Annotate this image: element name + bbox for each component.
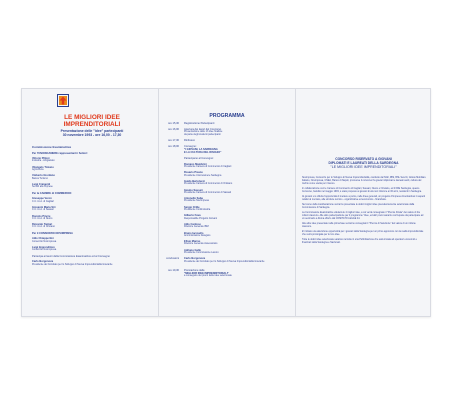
- event-title-line1: LE MIGLIORI IDEE: [64, 114, 120, 121]
- member-role: C.C.I.A.A. di Oristano: [32, 225, 55, 229]
- speakers-label: Partecipano al Convegno:: [184, 157, 214, 161]
- speaker-name: Rosario Pisano: [184, 171, 203, 175]
- program-schedule: [165, 122, 291, 278]
- schedule-text: Presentazione delle 13 idee finaliste: [184, 129, 223, 133]
- speaker-name: Gilberto Fava: [184, 214, 201, 218]
- speaker-role: Presidente Commissione Lavoro: [184, 251, 219, 255]
- speaker-role: Direttore Generale IBM: [184, 225, 209, 229]
- member-role: C.C.I.A.A. di Sassari: [32, 208, 54, 212]
- schedule-time: conclusioni: [166, 257, 179, 261]
- event-date: 30 novembre 1993 - ore 16,00 - 17,30: [62, 132, 122, 137]
- schedule-time: ore 16,00: [168, 127, 179, 131]
- paragraph: Novimpresa, Consorzio per lo Sviluppo di Nuova Imprenditorialità, costituito da INAF, IBM, BNL Servizi, Istituto Mobiliare Italiano, Novimpresa, CNEA, Banco di Napoli, promuove il concorso fra giovani diplomati e laureati sardi, cultura del rischio come scelta per il lavoro.: [302, 177, 426, 185]
- speaker-role: Responsabile Progetto Giovani: [184, 216, 217, 220]
- speaker-name: Sergio Ortile: [184, 205, 200, 209]
- member-name: Umberto Giordano: [32, 174, 55, 178]
- member-name: Luigi Imprenditore: [32, 246, 55, 250]
- member-role: Agricoltura: [32, 168, 44, 172]
- contest-heading: DIPLOMATI E LAUREATI DELLA SARDEGNA: [328, 161, 399, 166]
- member-role: Banca Turismo: [32, 176, 48, 180]
- contest-heading: CONCORSO RISERVATO A GIOVANI: [335, 157, 392, 161]
- member-name: Riccardo Tantari: [32, 223, 53, 227]
- member-role: Industria - Artigianato: [32, 159, 55, 163]
- schedule-text: Registrazione Partecipanti: [184, 122, 215, 125]
- arrow-logo-icon: [57, 94, 69, 107]
- schedule-row: [165, 145, 291, 255]
- paragraph: Nel corso della manifestazione verranno presentate le dodici migliori idee precedentemente selezionate dalla Commissione di Sardegna.: [302, 204, 415, 209]
- speaker-role: Presidente Unioncamere Sardegna: [184, 173, 222, 177]
- schedule-text: da parte degli studenti partecipanti: [184, 132, 221, 136]
- schedule-text: Premiazione delle: [184, 268, 205, 272]
- commission-heading: Commissione Esaminatrice: [32, 145, 72, 149]
- program-heading: PROGRAMMA: [209, 113, 245, 119]
- panel-middle: [158, 89, 295, 316]
- consortium-heading: Per il CONSORZIO NOVIMPRESA: [32, 231, 73, 235]
- closing-role: Presidente del Comitato per lo Sviluppo di Nuova Imprenditorialità Giovanile: [32, 262, 113, 266]
- member-role: C.C.I.A.A. di Cagliari: [32, 199, 54, 203]
- member-role: C.C.I.A.A. di Nuoro: [32, 216, 53, 220]
- speaker-name: Aldo Cardoso: [184, 223, 202, 226]
- schedule-row: [165, 269, 291, 278]
- commission-list: [32, 145, 152, 267]
- speaker-role: Presidente Camera di Commercio di Oristano: [184, 182, 233, 186]
- speaker-role: Amministratore Delegato: [184, 233, 211, 237]
- event-subtitle: Presentazione delle "idee" partecipanti: [60, 128, 124, 133]
- schedule-time: ore 18,00: [168, 144, 179, 148]
- convegno-title: "I GIOVANI, LA SARDEGNA: [184, 148, 218, 152]
- speaker-name: Gavino Sassari: [184, 188, 203, 192]
- paragraph: E' iniziato una attenzione opportunità per i giovani della Sardegna per un primo approccio con la realtà imprenditoriale che verrà prolungata per le loro idee.: [302, 231, 424, 236]
- convegno-title: E LA CULTURA DEL RISCHIO": [184, 151, 222, 155]
- schedule-text: "MIGLIORI IDEE IMPRENDITORIALI": [184, 271, 229, 275]
- paragraph: Alle altre idee presentate nella prima fase verranno consegnati il "Premio di Selezione" del valore di un milione ciascuno.: [302, 223, 416, 228]
- member-role: Consorzio Novimpresa: [32, 239, 57, 243]
- event-title-block: [42, 115, 142, 137]
- panel-left: [22, 89, 157, 316]
- contest-description: [302, 177, 426, 247]
- speaker-role: Presidente Novimpresa: [184, 199, 209, 203]
- member-name: Giovanni Maria Siri: [32, 205, 56, 209]
- paragraph: Tutte le dodici idee selezionate saranno raccolte in una Pubblicazione che sarà inviata ad operatori economici e finanziari della Sardegna e Nazionali.: [302, 239, 417, 245]
- schedule-row: [165, 139, 291, 142]
- panel-right: [295, 89, 431, 316]
- closing-name: Carlo Borgonova: [32, 260, 54, 264]
- member-name: Luigi Craigenti: [32, 183, 51, 187]
- speaker-name: Adriano Gallo: [184, 248, 202, 252]
- schedule-text: Rinfresco: [184, 139, 195, 143]
- member-role: Consorzio Novimpresa: [32, 248, 57, 252]
- conclusion-role: Presidente del Comitato per lo Sviluppo di Nuova Imprenditorialità Giovanile: [184, 259, 265, 263]
- member-name: Vitangelo Tizzano: [32, 165, 54, 169]
- member-name: Aldo Chiappertini: [32, 237, 54, 241]
- closing-heading: Partecipa ai lavori della Commissione Esaminatrice ed al Convegno: [32, 254, 110, 258]
- event-title-line2: IMPRENDITORIALI: [63, 120, 121, 128]
- member-name: Vittorio Pilloni: [32, 157, 50, 161]
- contest-quote: "LE MIGLIORI IDEE IMPRENDITORIALI": [330, 165, 397, 170]
- schedule-time: ore 19,30: [168, 268, 179, 272]
- speaker-role: Presidente Confindustria: [184, 207, 211, 211]
- member-name: Romolo Pinzru: [32, 214, 51, 218]
- chambers-heading: Per la CAMERE di COMMERCIO:: [32, 191, 73, 195]
- paragraph: In collaborazione con le Camere di Commercio di Cagliari, Sassari, Nuoro e Oristano, ed il IRIE Sardegna, questo Concorso, bandito nel maggio 1993, è stato proposto ai giovani di età non inferiore ai 30 anni, residenti in Sardegna.: [302, 187, 422, 193]
- schedule-text: Convegno:: [184, 144, 197, 148]
- schedule-text: Apertura dei lavori del Concorso.: [184, 127, 222, 131]
- schedule-time: ore 17,30: [168, 139, 179, 143]
- speaker-role: Direttore Generale Assessorato: [184, 242, 218, 246]
- brochure: [21, 88, 431, 317]
- member-name: Giuseppe Veron: [32, 197, 52, 201]
- speaker-name: Antonello Saba: [184, 197, 203, 201]
- conclusion-name: Carlo Borgonova: [184, 257, 206, 261]
- member-role: Servizi alle imprese: [32, 185, 53, 189]
- schedule-text: a conseguire dei premi delle idee selezionate: [184, 273, 232, 277]
- speaker-name: Bruno Iacovello: [184, 231, 204, 235]
- schedule-time: ore 15,30: [168, 122, 179, 125]
- speaker-name: Efisio Marras: [184, 240, 201, 244]
- speaker-name: Romano Mambrini: [184, 162, 207, 166]
- contest-heading-block: [301, 157, 426, 170]
- schedule-row: [165, 122, 291, 125]
- schedule-row: [165, 128, 291, 137]
- speaker-role: Presidente Camera di Commercio di Sassari: [184, 190, 232, 194]
- speaker-role: Presidente Camera di Commercio di Cagliari: [184, 164, 232, 168]
- schedule-row: [165, 257, 291, 263]
- speaker-name: Guido Bertolucci: [184, 179, 205, 183]
- unioncamere-heading: Per l'UNIONCAMERE rappresentanti i Settori:: [32, 151, 88, 155]
- paragraph: Al giovani si è offerta l'opportunità di mettere a punto, nelle linee generali, un progetto d'impresa cimentandosi in aspetti relativi al mercato, alle strutture tecnico - organizzative ed economico - finanziarie.: [302, 196, 426, 201]
- paragraph: La Commissione Esaminatrice valuterà le 4 migliori idee, a cui verrà consegnato il "Premio Finale" dei valore di lire milioni ciascuno. Alle altre partecipazione per il programme "Idee, ed altri premi saranno corrisposte da partecipare ad un seminario a Roma offerto dal COMITATO LEGGE 44.: [302, 212, 424, 220]
